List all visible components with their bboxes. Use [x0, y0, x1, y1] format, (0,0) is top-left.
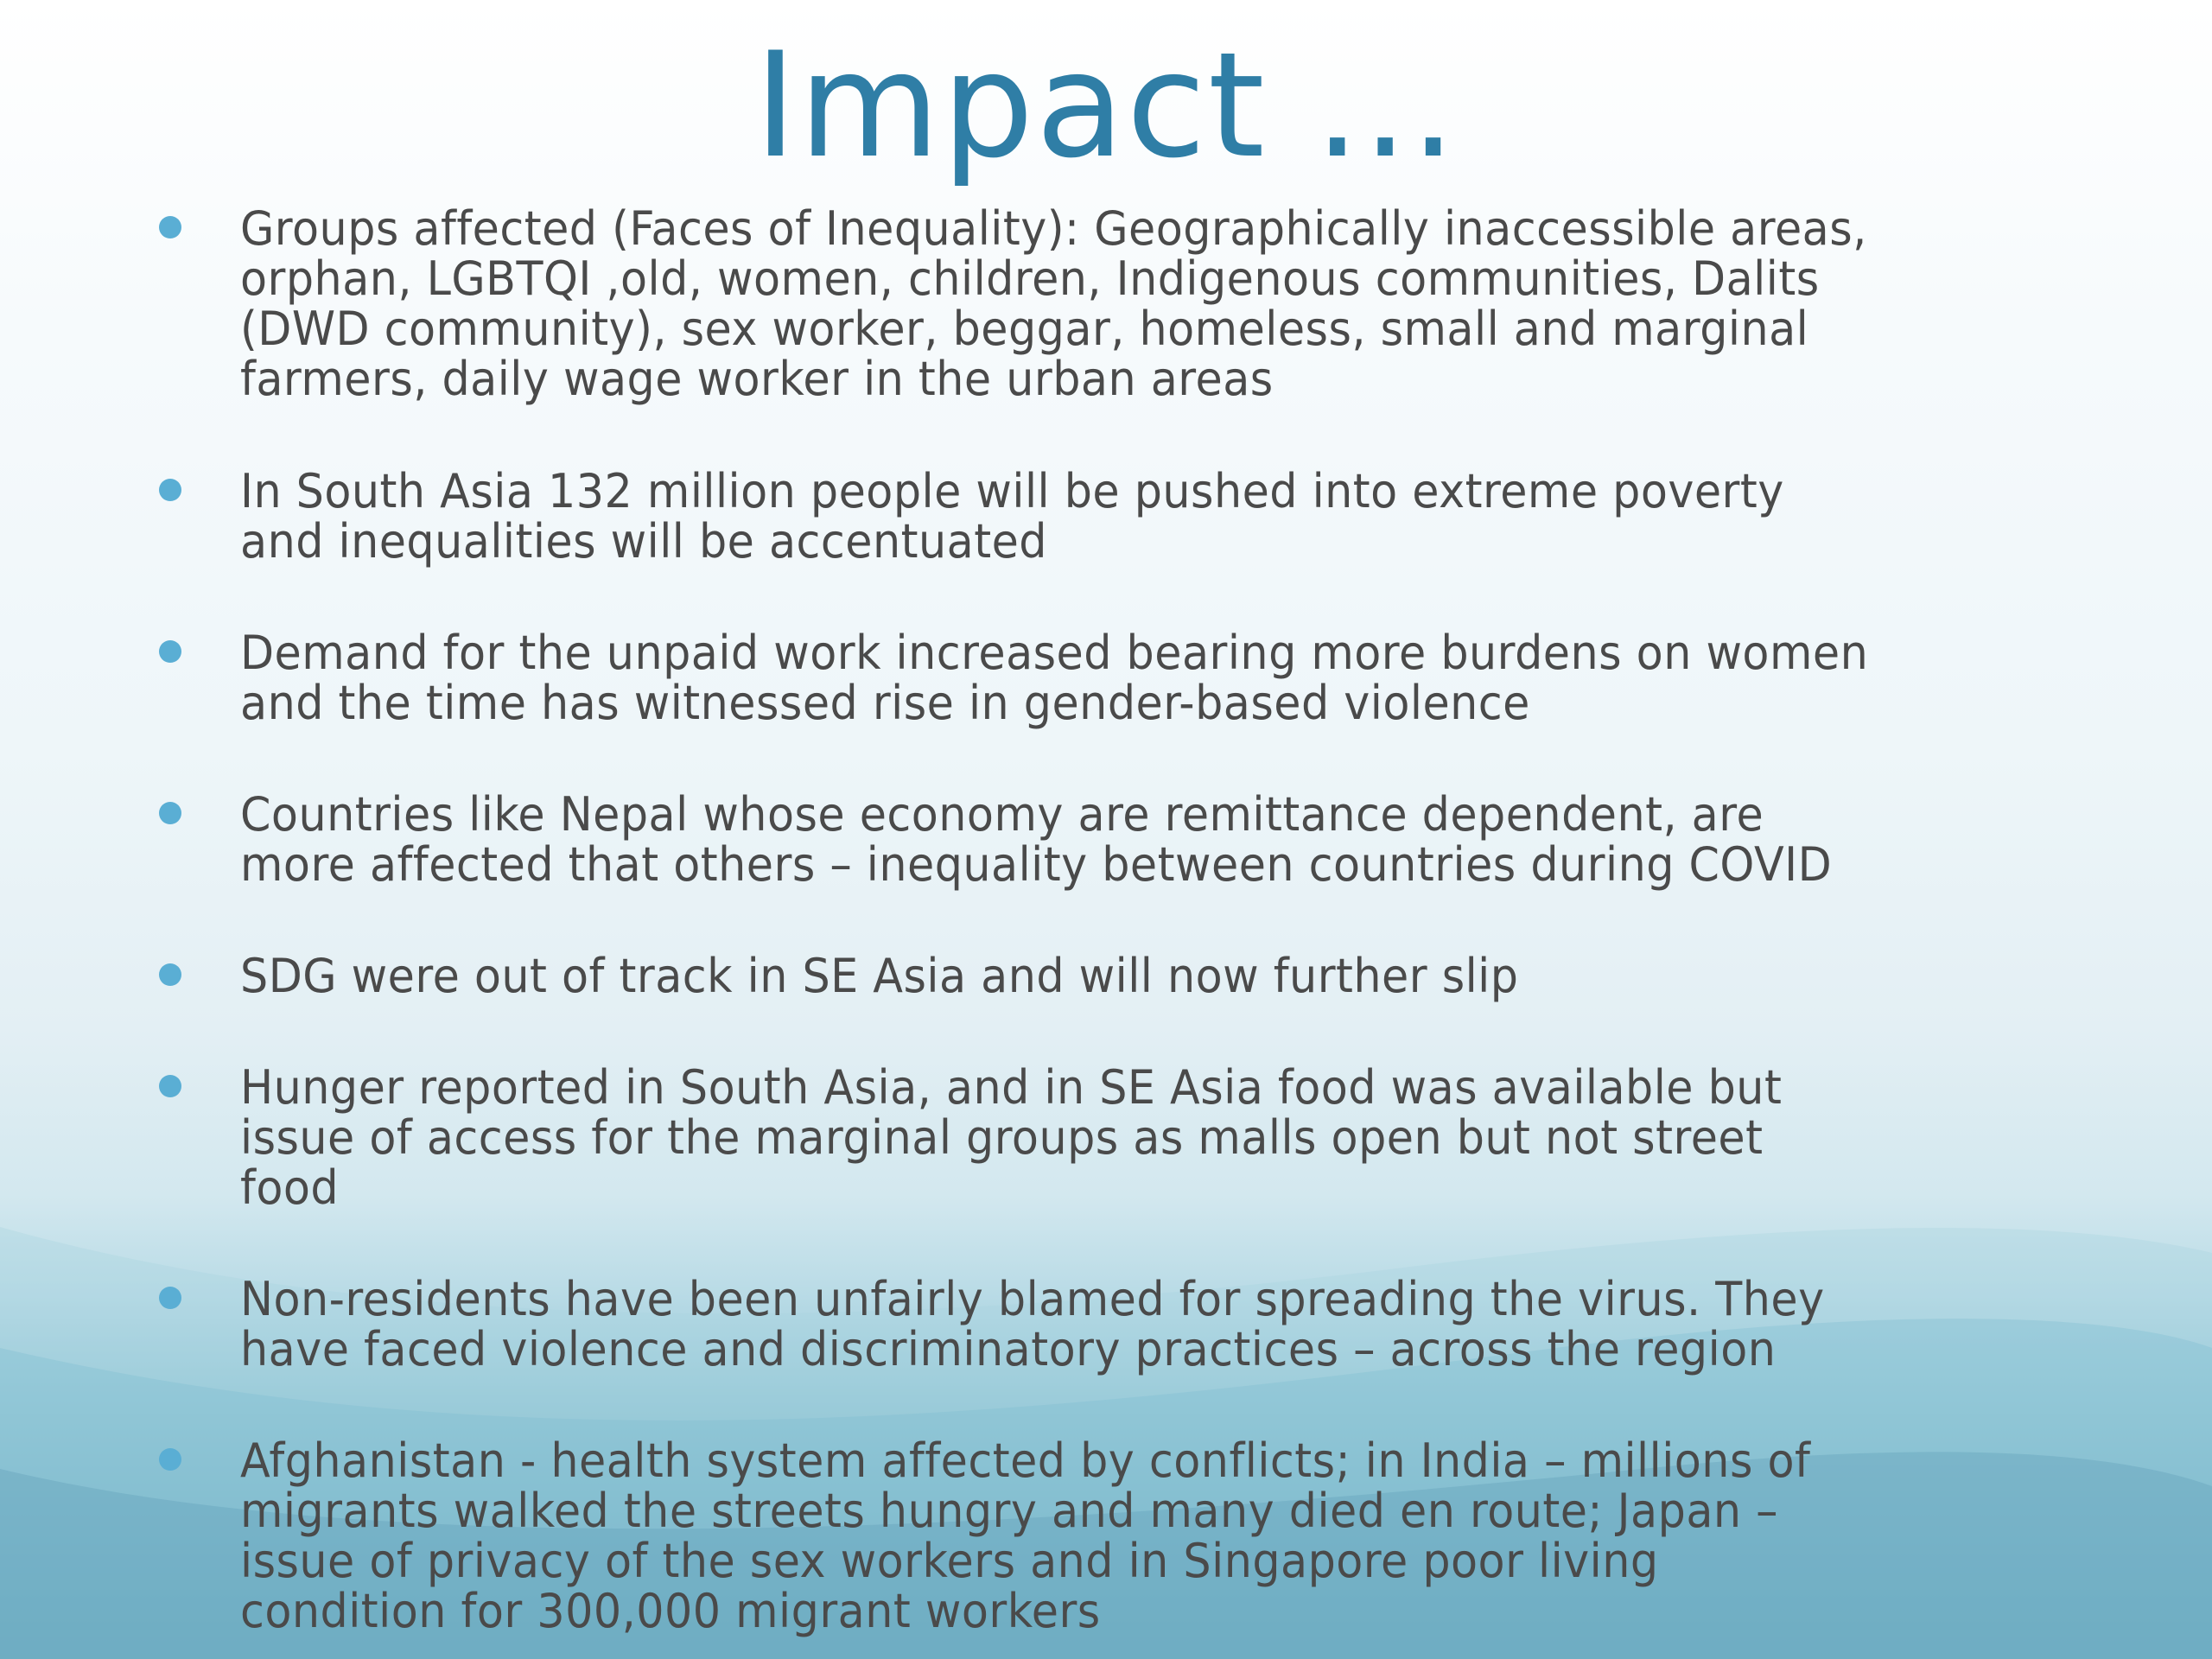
- bullet-line: orphan, LGBTQI ,old, women, children, Indigenous communities, Dalits: [240, 251, 1820, 306]
- bullet-text: [240, 1060, 1962, 1215]
- bullet-line: Countries like Nepal whose economy are remittance dependent, are: [240, 787, 1764, 842]
- bullet-dot-icon: [159, 216, 181, 238]
- bullet-text: [240, 1274, 1962, 1375]
- bullet-line: SDG were out of track in SE Asia and will now further slip: [240, 949, 1519, 1003]
- bullet-text: [240, 464, 1962, 569]
- bullet-line: Hunger reported in South Asia, and in SE Asia food was available but: [240, 1060, 1783, 1115]
- bullet-dot-icon: [159, 640, 181, 663]
- bullet-dot-icon: [159, 1075, 181, 1097]
- bullet-line: (DWD community), sex worker, beggar, homeless, small and marginal: [240, 302, 1809, 356]
- bullet-line: and inequalities will be accentuated: [240, 514, 1047, 569]
- bullet-dot-icon: [159, 479, 181, 501]
- bullet-line: Afghanistan - health system affected by conflicts; in India – millions of: [240, 1433, 1811, 1488]
- bullet-dot-icon: [159, 802, 181, 824]
- bullet-dot-icon: [159, 1448, 181, 1471]
- bullet-line: condition for 300,000 migrant workers: [240, 1584, 1101, 1638]
- bullet-line: In South Asia 132 million people will be pushed into extreme poverty: [240, 464, 1784, 518]
- bullet-line: more affected that others – inequality between countries during COVID: [240, 837, 1833, 892]
- bullet-line: and the time has witnessed rise in gender-based violence: [240, 676, 1530, 730]
- bullet-line: Demand for the unpaid work increased bearing more burdens on women: [240, 626, 1869, 680]
- bullet-dot-icon: [159, 1287, 181, 1309]
- bullet-line: issue of access for the marginal groups as malls open but not street: [240, 1110, 1764, 1165]
- bullet-line: issue of privacy of the sex workers and in Singapore poor living: [240, 1534, 1659, 1588]
- bullet-dot-icon: [159, 963, 181, 986]
- bullet-text: [240, 201, 1962, 406]
- bullet-line: farmers, daily wage worker in the urban areas: [240, 352, 1274, 406]
- bullet-line: migrants walked the streets hungry and many died en route; Japan –: [240, 1484, 1778, 1538]
- bullet-text: [240, 1433, 1962, 1638]
- bullet-line: food: [240, 1160, 340, 1215]
- bullet-text: [240, 951, 1962, 1001]
- bullet-line: have faced violence and discriminatory practices – across the region: [240, 1322, 1777, 1376]
- slide-title: Impact ...: [753, 21, 1459, 190]
- bullet-text: [240, 787, 1962, 892]
- bullet-line: Groups affected (Faces of Inequality): Geographically inaccessible areas,: [240, 201, 1867, 256]
- bullet-text: [240, 628, 1962, 728]
- bullet-line: Non-residents have been unfairly blamed for spreading the virus. They: [240, 1272, 1825, 1326]
